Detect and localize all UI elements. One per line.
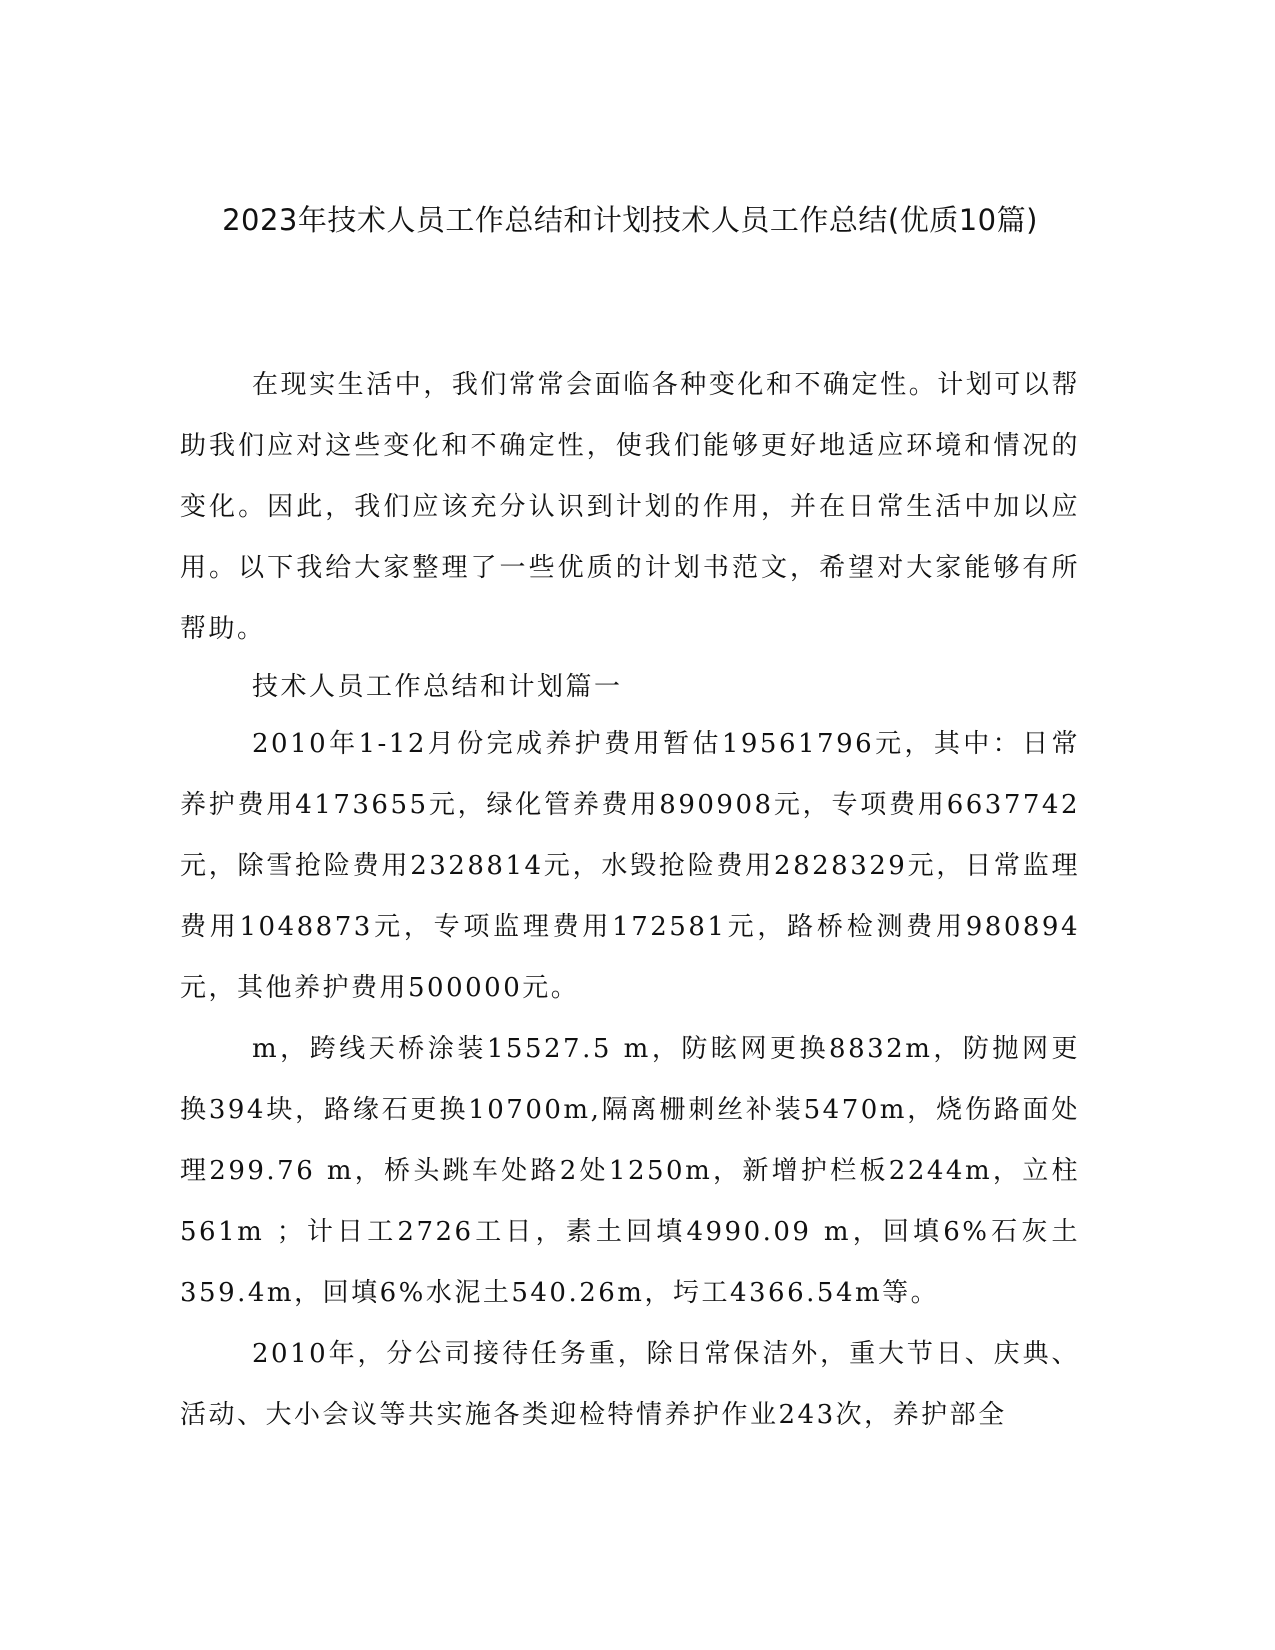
cost-paragraph: 2010年1-12月份完成养护费用暂估19561796元，其中：日常养护费用4173655元，绿化管养费用890908元，专项费用6637742元，除雪抢险费用2328814元，水毁抢险费用2828329元，日常监理费用1048873元，专项监理费用172581元，路桥检测费用980894元，其他养护费用500000元。 [180, 729, 1080, 1003]
intro-paragraph: 在现实生活中，我们常常会面临各种变化和不确定性。计划可以帮助我们应对这些变化和不确定性，使我们能够更好地适应环境和情况的变化。因此，我们应该充分认识到计划的作用，并在日常生活中加以应用。以下我给大家整理了一些优质的计划书范文，希望对大家能够有所帮助。 [180, 370, 1080, 644]
quantities-paragraph: m，跨线天桥涂装15527.5 m，防眩网更换8832m，防抛网更换394块，路缘石更换10700m,隔离栅刺丝补装5470m，烧伤路面处理299.76 m，桥头跳车处路2处1250m，新增护栏板2244m，立柱561m ；计日工2726工日，素土回填4990.09 m，回填6%石灰土359.4m，回填6%水泥土540.26m，圬工4366.54m等。 [180, 1034, 1080, 1308]
section-heading: 技术人员工作总结和计划篇一 [252, 672, 623, 702]
document-body [180, 355, 1080, 1446]
document-title: 2023年技术人员工作总结和计划技术人员工作总结(优质10篇) [222, 203, 1038, 237]
reception-paragraph: 2010年，分公司接待任务重，除日常保洁外，重大节日、庆典、活动、大小会议等共实施各类迎检特情养护作业243次，养护部全 [180, 1339, 1080, 1430]
